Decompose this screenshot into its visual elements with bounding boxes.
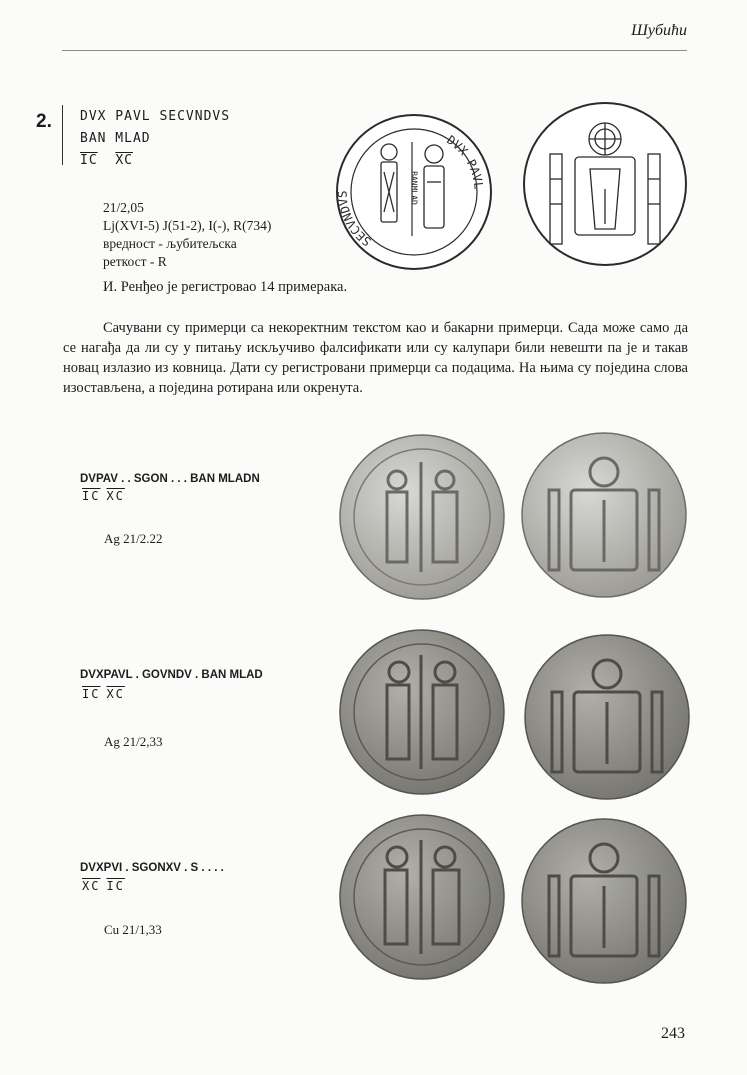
running-header-title: Шубићи: [631, 22, 687, 39]
variant-2-weight: Ag 21/2,33: [104, 734, 163, 749]
coin-legend-line-1: DVX PAVL SECVNDVS: [80, 109, 231, 124]
catalog-references: Lj(XVI-5) J(51-2), I(-), R(734): [103, 218, 272, 233]
variant-3-weight: Cu 21/1,33: [104, 922, 162, 937]
variant-2-legend: DVXPAVL . GOVNDV . BAN MLAD: [80, 669, 263, 681]
entry-margin-bar: [62, 105, 63, 165]
obverse-left-inscription: SECVNDVS: [335, 190, 374, 249]
variant-1-abbreviations: [82, 489, 131, 503]
obverse-drawing: [334, 112, 494, 272]
coin-legend-abbreviations: [80, 153, 133, 168]
value-grade: вредност - љубитељска: [103, 236, 237, 251]
commentary-paragraph: Сачувани су примерци са некоректним текстом као и бакарни примерци. Сада може само да се нагађа да ли су у питању искључиво фалсификати или су калупари били невешти па је и такав новац излазио из ковница. Дати су регистровани примерци са подацима. На њима су поједина слова изостављена, а поједина ротирана или окренута.: [63, 320, 688, 396]
variant-3-legend: DVXPVI . SGONXV . S . . . .: [80, 862, 224, 874]
variant-2-abbr-1: $\overline{IC}$: [82, 687, 101, 701]
variant-3-abbr-2: $\overline{IC}$: [106, 879, 125, 893]
entry-number: 2.: [36, 111, 52, 132]
variant-1-abbr-1: $\overline{IC}$: [82, 489, 101, 503]
obverse-center-inscription: BANMLAD: [409, 171, 419, 205]
obverse-right-inscription: DVX PAVL: [444, 132, 486, 190]
variant-3-abbr-1: $\overline{XC}$: [82, 879, 101, 893]
variant-2-abbreviations: [82, 687, 131, 701]
variant-3-obverse-photo: [337, 812, 507, 982]
coin-legend-line-2: BAN MLAD: [80, 131, 151, 146]
reverse-drawing: [520, 99, 690, 269]
size-weight: 21/2,05: [103, 200, 144, 215]
variant-1-abbr-2: $\overline{XC}$: [106, 489, 125, 503]
variant-2-abbr-2: $\overline{XC}$: [106, 687, 125, 701]
variant-2-reverse-photo: [522, 632, 692, 802]
variant-3-abbreviations: [82, 879, 131, 893]
variant-1-weight: Ag 21/2.22: [104, 531, 163, 546]
variant-1-reverse-photo: [519, 430, 689, 600]
page-number: 243: [661, 1025, 685, 1042]
abbreviation-xc: $\overline{XC}$: [115, 153, 133, 168]
specimen-count-note: И. Ренђео је регистровао 14 примерака.: [103, 279, 348, 295]
abbreviation-ic: $\overline{IC}$: [80, 153, 98, 168]
variant-3-reverse-photo: [519, 816, 689, 986]
rarity-grade: реткост - R: [103, 254, 167, 269]
variant-1-legend: DVPAV . . SGON . . . BAN MLADN: [80, 473, 260, 485]
header-rule: [62, 50, 687, 51]
variant-1-obverse-photo: [337, 432, 507, 602]
variant-2-obverse-photo: [337, 627, 507, 797]
